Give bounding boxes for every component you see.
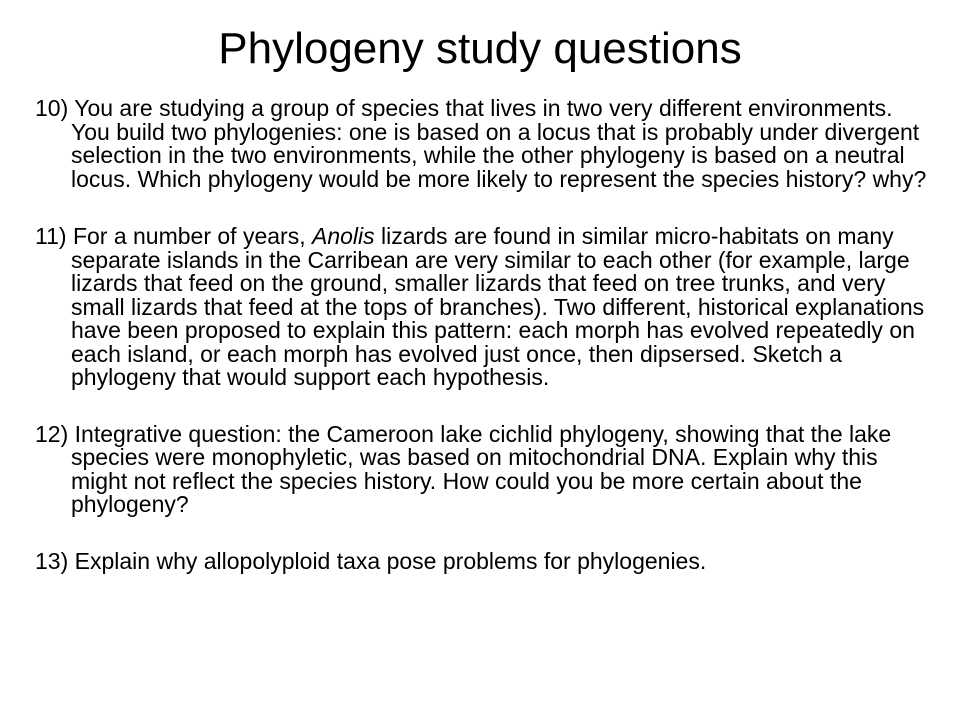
question-10 [35, 97, 935, 191]
question-12 [35, 420, 935, 517]
question-list [35, 97, 935, 607]
question-number: 13) [35, 547, 69, 574]
question-text: Explain why allopolyploid taxa pose problems for phylogenies. [74, 547, 707, 574]
question-number: 10) [35, 95, 69, 121]
question-text: You are studying a group of species that lives in two very different environments. You build two phylogenies: one is based on a locus that is probably under divergent selection in the two environments, while the other phylogeny is based on a neutral locus. Which phylogeny would be more likely to represent the species history? why? [71, 95, 927, 192]
question-13 [35, 547, 935, 574]
question-text: Integrative question: the Cameroon lake cichlid phylogeny, showing that the lake species were monophyletic, was based on mitochondrial DNA. Explain why this might not reflect the species history. How could you be more certain about the phylogeny? [71, 420, 892, 517]
question-number: 11) [35, 223, 67, 249]
question-text-after: lizards are found in similar micro-habitats on many separate islands in the Carribean are very similar to each other (for example, large lizards that feed on the ground, smaller lizards that feed on tree trunks, and very small lizards that feed at the tops of branches). Two different, historical explanations have been proposed to explain this pattern: each morph has evolved repeatedly on each island, or each morph has evolved just once, then dipsersed. Sketch a phylogeny that would support each hypothesis. [71, 223, 925, 390]
genus-name: Anolis [311, 223, 375, 249]
question-11 [35, 225, 935, 390]
question-text-before: For a number of years, [72, 223, 306, 249]
question-number: 12) [35, 420, 69, 447]
slide-title: Phylogeny study questions [218, 24, 742, 73]
